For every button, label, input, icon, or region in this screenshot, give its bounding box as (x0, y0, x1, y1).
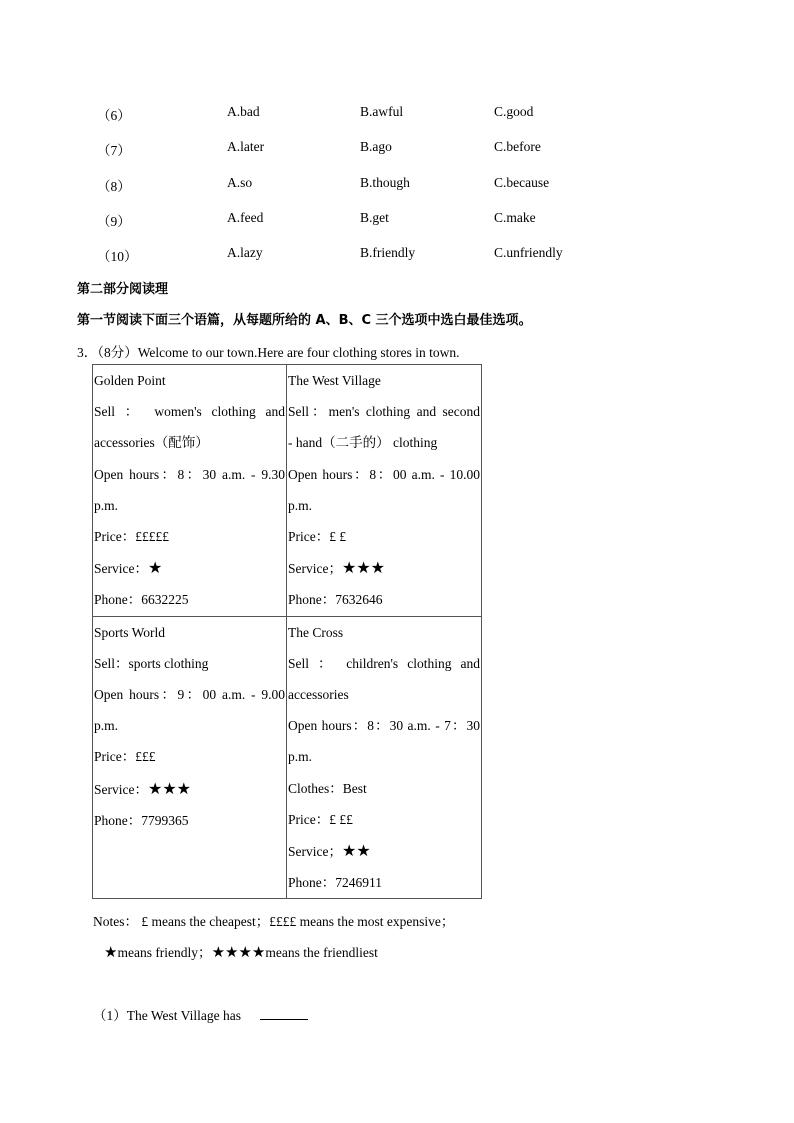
option-b: B.friendly (360, 245, 416, 260)
question-1 (93, 1004, 308, 1024)
question-number: （8） (97, 179, 131, 194)
option-c: C.unfriendly (494, 245, 563, 260)
question-1-text: （1）The West Village has (93, 1008, 241, 1023)
store-sell: Sell ： women's clothing and (94, 404, 285, 420)
store-cell-sports-world (93, 616, 287, 899)
answer-blank[interactable] (260, 1005, 308, 1020)
table-row (93, 365, 482, 617)
store-clothes: Clothes：Best (288, 780, 367, 796)
option-b: B.though (360, 175, 410, 190)
question-number: （10） (97, 249, 138, 264)
store-name: The Cross (288, 624, 344, 640)
store-hours-cont: p.m. (288, 749, 313, 765)
store-sell-cont: - hand（二手的） clothing (288, 435, 438, 451)
option-row-7 (0, 139, 794, 159)
service-label: Service； (288, 844, 342, 860)
store-service (94, 552, 285, 584)
option-a: A.bad (227, 104, 260, 119)
store-hours-cont: p.m. (94, 497, 119, 513)
store-price: Price：£££££ (94, 529, 169, 545)
option-a: A.later (227, 139, 265, 154)
section-instruction: 第一节阅读下面三个语篇，从每题所给的 A、B、C 三个选项中选白最佳选项。 (77, 313, 532, 328)
store-phone: Phone：6632225 (94, 592, 189, 608)
store-name: The West Village (288, 373, 381, 388)
store-cell-the-cross (287, 616, 482, 899)
option-a: A.lazy (227, 245, 263, 260)
store-hours: Open hours：8：30 a.m. - 9.30 (94, 466, 285, 482)
notes-friendliest-text: means the friendliest (265, 945, 378, 960)
store-sell: Sell：sports clothing (94, 655, 209, 671)
star-rating-icon: ★★ (341, 841, 371, 861)
store-name: Golden Point (94, 373, 166, 388)
store-phone: Phone：7246911 (288, 875, 382, 891)
option-c: C.because (494, 175, 550, 190)
service-label: Service； (288, 561, 342, 577)
service-label: Service： (94, 561, 148, 577)
store-hours: Open hours：9：00 a.m. - 9.00 (94, 687, 285, 703)
star-rating-icon: ★★★ (341, 558, 386, 578)
question-intro: 3．（8分）Welcome to our town.Here are four clothing stores in town. (77, 345, 460, 360)
service-label: Service： (94, 781, 148, 797)
option-row-6 (0, 104, 794, 124)
star-rating-icon: ★★★★ (211, 943, 266, 961)
notes-line-2 (104, 941, 378, 961)
option-c: C.before (494, 139, 541, 154)
question-number: （9） (97, 214, 131, 229)
notes-friendly-text: means friendly； (117, 945, 212, 960)
store-sell: Sell：men's clothing and second (288, 404, 480, 420)
star-rating-icon: ★★★ (147, 778, 192, 798)
store-cell-west-village (287, 365, 482, 617)
star-icon: ★ (104, 943, 118, 961)
option-c: C.good (494, 104, 534, 119)
store-phone: Phone：7632646 (288, 592, 383, 608)
store-hours: Open hours：8：30 a.m. - 7：30 (288, 718, 480, 734)
store-name: Sports World (94, 624, 166, 640)
store-service (94, 773, 285, 805)
store-sell-cont: accessories（配饰） (94, 435, 209, 451)
store-hours-cont: p.m. (288, 497, 313, 513)
notes-line-1: Notes： £ means the cheapest；££££ means the most expensive； (93, 914, 455, 929)
option-row-10 (0, 245, 794, 265)
option-row-8 (0, 175, 794, 195)
store-service (288, 552, 480, 584)
option-row-9 (0, 210, 794, 230)
store-phone: Phone：7799365 (94, 812, 189, 828)
option-a: A.so (227, 175, 253, 190)
option-c: C.make (494, 210, 536, 225)
store-price: Price：£ £ (288, 529, 347, 545)
section-title: 第二部分阅读理 (77, 282, 169, 297)
store-hours-cont: p.m. (94, 718, 119, 734)
star-rating-icon: ★ (147, 558, 163, 578)
option-b: B.get (360, 210, 389, 225)
option-b: B.awful (360, 104, 404, 119)
store-sell-cont: accessories (288, 687, 349, 703)
store-hours: Open hours：8：00 a.m. - 10.00 (288, 466, 480, 482)
option-a: A.feed (227, 210, 264, 225)
question-number: （7） (97, 143, 131, 158)
store-sell: Sell ： children's clothing and (288, 655, 480, 671)
table-row (93, 616, 482, 899)
store-cell-golden-point (93, 365, 287, 617)
option-b: B.ago (360, 139, 392, 154)
question-number: （6） (97, 108, 131, 123)
store-price: Price：£££ (94, 749, 156, 765)
store-table (92, 364, 482, 899)
store-service (288, 835, 480, 867)
store-price: Price：£ ££ (288, 811, 353, 827)
